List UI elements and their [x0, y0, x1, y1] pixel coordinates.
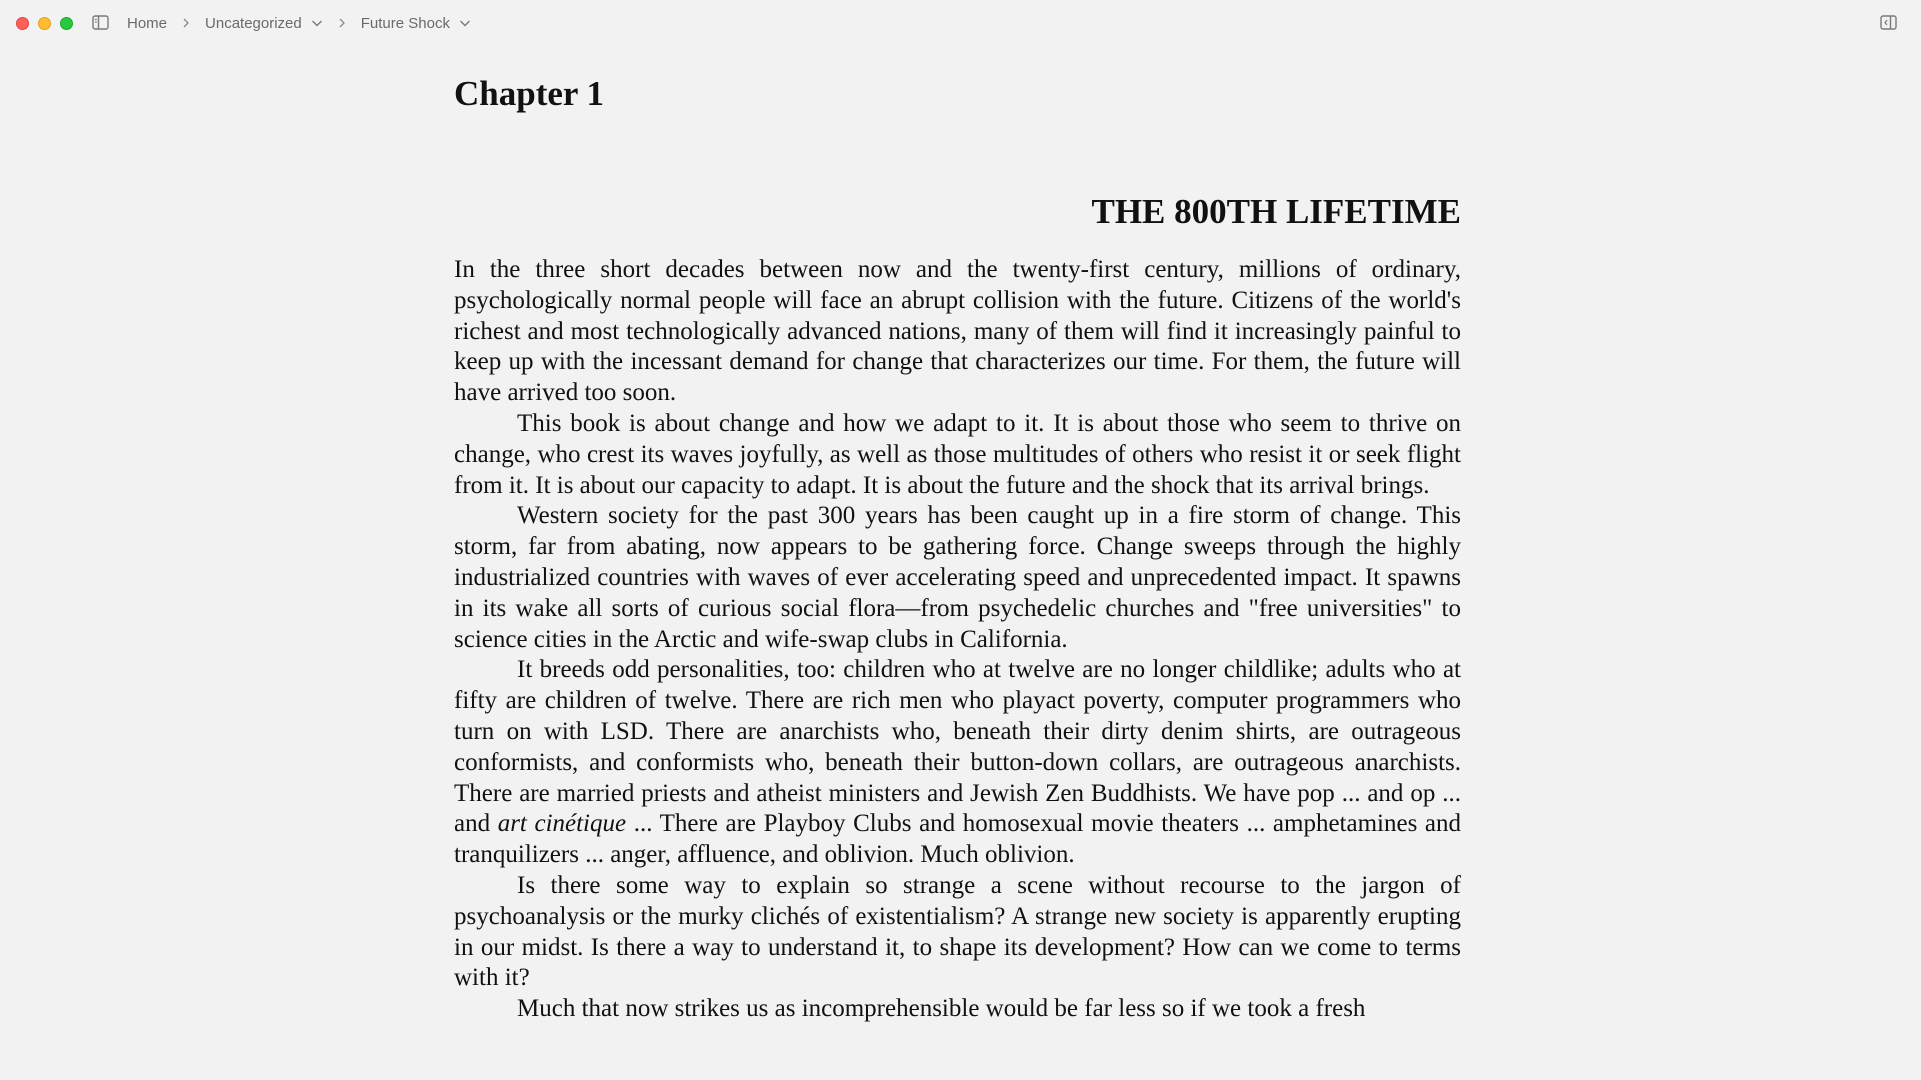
title-bar: [0, 0, 1921, 46]
chapter-title: Chapter 1: [454, 74, 605, 113]
paragraph-3: Western society for the past 300 years has been caught up in a fire storm of change. This storm, far from abating, now appears to be gathering force. Change sweeps through the highly industrialized countries with waves of ever accelerating speed and unprecedented impact. It spawns in its wake all sorts of curious social flora—from psychedelic churches and "free universities" to science cities in the Arctic and wife-swap clubs in California.: [454, 502, 1461, 653]
chevron-down-icon: [311, 18, 323, 28]
paragraph-4-text-b: ... There are Playboy Clubs and homosexual movie theaters ... amphetamines and tranquilizers ... anger, affluence, and oblivion. Much oblivion.: [454, 810, 1461, 869]
chevron-right-icon: [337, 18, 347, 28]
paragraph-4: [454, 655, 1461, 871]
chevron-down-icon: [459, 18, 471, 28]
chevron-right-icon: [181, 18, 191, 28]
breadcrumb-book[interactable]: [361, 15, 471, 32]
minimize-window-button[interactable]: [38, 17, 51, 30]
breadcrumb-book-label: Future Shock: [360, 14, 450, 32]
sidebar-toggle-icon[interactable]: [92, 15, 109, 30]
chapter-body: [454, 255, 1461, 1025]
zoom-window-button[interactable]: [60, 17, 73, 30]
close-window-button[interactable]: [16, 17, 29, 30]
reader-content: [454, 60, 1461, 1025]
paragraph-5: Is there some way to explain so strange a scene without recourse to the jargon of psychoanalysis or the murky clichés of existentialism? A strange new society is apparently erupting in our midst. Is there a way to understand it, to shape its development? How can we come to terms with it?: [454, 871, 1461, 992]
paragraph-1: In the three short decades between now and the twenty-first century, millions of ordinary, psychologically normal people will face an abrupt collision with the future. Citizens of the world's richest and most technologically advanced nations, many of them will find it increasingly painful to keep up with the incessant demand for change that characterizes our time. For them, the future will have arrived too soon.: [454, 256, 1461, 407]
section-title: THE 800TH LIFETIME: [1091, 192, 1461, 231]
paragraph-4-italic: art cinétique: [497, 810, 627, 838]
breadcrumb-home[interactable]: Home: [127, 14, 168, 32]
paragraph-2: This book is about change and how we adapt to it. It is about those who seem to thrive on change, who crest its waves joyfully, as well as those multitudes of others who resist it or seek flight from it. It is about our capacity to adapt. It is about the future and the shock that its arrival brings.: [454, 409, 1461, 499]
breadcrumb-category[interactable]: [205, 15, 323, 32]
paragraph-4-text-a: It breeds odd personalities, too: children who at twelve are no longer childlike; adults who at fifty are children of twelve. There are rich men who playact poverty, computer programmers who turn on with LSD. There are anarchists who, beneath their dirty denim shirts, are outrageous conformists, and conformists who, beneath their button-down collars, are outrageous anarchists. There are married priests and atheist ministers and Jewish Zen Buddhists. We have pop ... and op ... and: [454, 656, 1461, 838]
breadcrumb-category-label: Uncategorized: [205, 14, 302, 32]
right-panel-toggle-icon[interactable]: [1880, 15, 1897, 30]
paragraph-6: Much that now strikes us as incomprehensible would be far less so if we took a fresh: [517, 995, 1366, 1023]
breadcrumb: [127, 13, 471, 33]
